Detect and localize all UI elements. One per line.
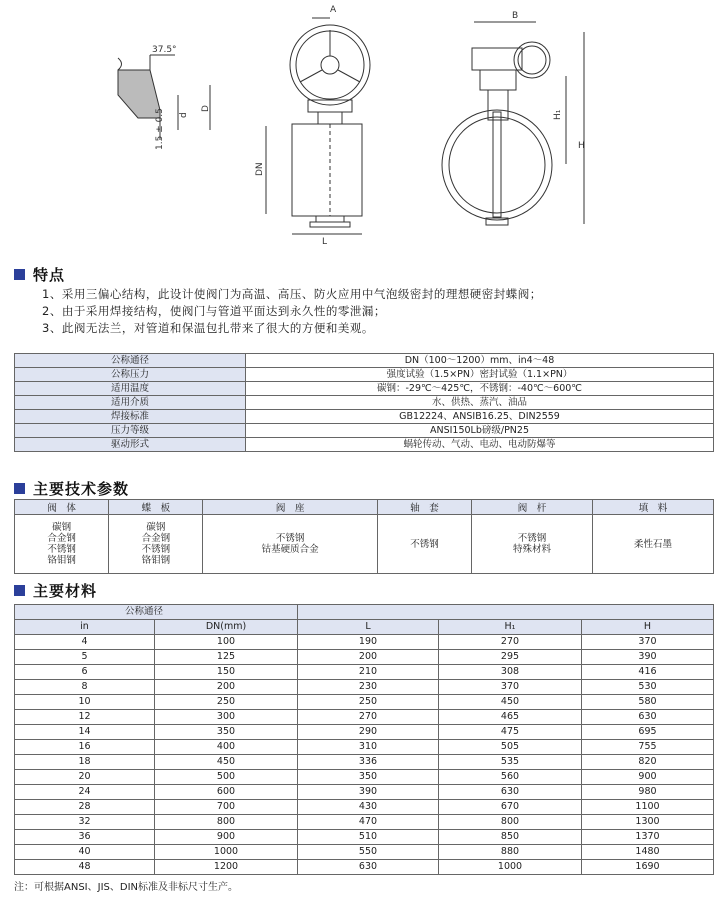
spec-key: 公称压力 bbox=[15, 368, 246, 382]
table-row bbox=[15, 438, 714, 452]
table-cell: 390 bbox=[298, 785, 439, 800]
table-cell: 390 bbox=[582, 650, 714, 665]
d-label: d bbox=[179, 112, 189, 118]
table-cell: 430 bbox=[298, 800, 439, 815]
materials-title: 主要材料 bbox=[33, 582, 98, 600]
column-header: DN(mm) bbox=[155, 620, 298, 635]
column-header: L bbox=[298, 620, 439, 635]
column-header: 填 料 bbox=[593, 500, 714, 515]
group-header-blank bbox=[298, 605, 714, 620]
tech-table bbox=[14, 499, 714, 574]
section-bullet bbox=[14, 585, 25, 596]
column-header: 轴 套 bbox=[377, 500, 471, 515]
table-row bbox=[15, 710, 714, 725]
feature-item: 2、由于采用焊接结构，使阀门与管道平面达到永久性的零泄漏； bbox=[42, 304, 386, 318]
angle-label: 37.5° bbox=[152, 45, 177, 55]
table-cell: 1000 bbox=[155, 845, 298, 860]
table-cell: 1370 bbox=[582, 830, 714, 845]
table-cell: 450 bbox=[439, 695, 582, 710]
A-label: A bbox=[330, 5, 337, 15]
table-cell: 不锈钢 钴基硬质合金 bbox=[203, 515, 377, 574]
table-cell: 505 bbox=[439, 740, 582, 755]
table-cell: 16 bbox=[15, 740, 155, 755]
H1-label: H₁ bbox=[553, 109, 563, 120]
column-header: 阀 杆 bbox=[472, 500, 593, 515]
B-label: B bbox=[512, 11, 519, 21]
feature-item: 3、此阀无法兰，对管道和保温包扎带来了很大的方便和美观。 bbox=[42, 321, 374, 335]
group-header: 公称通径 bbox=[15, 605, 298, 620]
table-cell: 14 bbox=[15, 725, 155, 740]
table-cell: 980 bbox=[582, 785, 714, 800]
spec-key: 压力等级 bbox=[15, 424, 246, 438]
table-cell: 475 bbox=[439, 725, 582, 740]
table-row bbox=[15, 845, 714, 860]
table-cell: 450 bbox=[155, 755, 298, 770]
table-row bbox=[15, 860, 714, 875]
table-cell: 230 bbox=[298, 680, 439, 695]
spec-value: 碳钢：-29℃～425℃，不锈钢：-40℃～600℃ bbox=[246, 382, 714, 396]
column-header: in bbox=[15, 620, 155, 635]
table-cell: 880 bbox=[439, 845, 582, 860]
tech-heading bbox=[14, 478, 129, 499]
table-cell: 560 bbox=[439, 770, 582, 785]
table-cell: 100 bbox=[155, 635, 298, 650]
table-cell: 28 bbox=[15, 800, 155, 815]
table-cell: 800 bbox=[439, 815, 582, 830]
table-cell: 190 bbox=[298, 635, 439, 650]
table-cell: 1100 bbox=[582, 800, 714, 815]
materials-heading bbox=[14, 580, 97, 601]
table-cell: 250 bbox=[298, 695, 439, 710]
table-cell: 800 bbox=[155, 815, 298, 830]
dimension-table bbox=[14, 604, 714, 875]
table-cell: 10 bbox=[15, 695, 155, 710]
table-cell: 350 bbox=[298, 770, 439, 785]
spec-value: DN（100～1200）mm、in4～48 bbox=[246, 354, 714, 368]
table-row bbox=[15, 830, 714, 845]
table-row bbox=[15, 368, 714, 382]
features-heading bbox=[14, 264, 65, 285]
table-cell: 465 bbox=[439, 710, 582, 725]
table-cell: 580 bbox=[582, 695, 714, 710]
table-cell: 200 bbox=[155, 680, 298, 695]
table-cell: 125 bbox=[155, 650, 298, 665]
table-cell: 820 bbox=[582, 755, 714, 770]
table-cell: 290 bbox=[298, 725, 439, 740]
table-cell: 270 bbox=[298, 710, 439, 725]
table-cell: 270 bbox=[439, 635, 582, 650]
table-cell: 1480 bbox=[582, 845, 714, 860]
table-cell: 4 bbox=[15, 635, 155, 650]
DN-label: DN bbox=[255, 162, 265, 176]
table-cell: 510 bbox=[298, 830, 439, 845]
table-header-row bbox=[15, 605, 714, 620]
table-cell: 295 bbox=[439, 650, 582, 665]
column-header: H bbox=[582, 620, 714, 635]
table-cell: 370 bbox=[582, 635, 714, 650]
table-cell: 不锈钢 bbox=[377, 515, 471, 574]
spec-key: 适用温度 bbox=[15, 382, 246, 396]
table-cell: 695 bbox=[582, 725, 714, 740]
table-header-row bbox=[15, 500, 714, 515]
spec-key: 适用介质 bbox=[15, 396, 246, 410]
valve-technical-drawing bbox=[0, 0, 720, 260]
table-row bbox=[15, 800, 714, 815]
spec-value: GB12224、ANSIB16.25、DIN2559 bbox=[246, 410, 714, 424]
table-cell: 416 bbox=[582, 665, 714, 680]
gap-label: 1.5 ± 0.5 bbox=[155, 108, 165, 150]
table-cell: 20 bbox=[15, 770, 155, 785]
table-cell: 1200 bbox=[155, 860, 298, 875]
spec-table bbox=[14, 353, 714, 452]
section-bullet bbox=[14, 269, 25, 280]
column-header: 蝶 板 bbox=[109, 500, 203, 515]
spec-value: 蜗轮传动、气动、电动、电动防爆等 bbox=[246, 438, 714, 452]
table-row bbox=[15, 515, 714, 574]
table-cell: 碳钢 合金钢 不锈钢 铬钼钢 bbox=[109, 515, 203, 574]
table-cell: 630 bbox=[298, 860, 439, 875]
table-cell: 535 bbox=[439, 755, 582, 770]
table-cell: 210 bbox=[298, 665, 439, 680]
table-cell: 850 bbox=[439, 830, 582, 845]
spec-key: 公称通径 bbox=[15, 354, 246, 368]
table-cell: 柔性石墨 bbox=[593, 515, 714, 574]
table-row bbox=[15, 815, 714, 830]
table-row bbox=[15, 770, 714, 785]
H-label: H bbox=[578, 141, 585, 151]
feature-item: 1、采用三偏心结构，此设计使阀门为高温、高压、防火应用中气泡级密封的理想硬密封蝶阀； bbox=[42, 287, 542, 301]
table-row bbox=[15, 725, 714, 740]
table-cell: 700 bbox=[155, 800, 298, 815]
table-cell: 500 bbox=[155, 770, 298, 785]
table-cell: 1000 bbox=[439, 860, 582, 875]
tech-title: 主要技术参数 bbox=[33, 480, 130, 498]
table-cell: 40 bbox=[15, 845, 155, 860]
table-row bbox=[15, 382, 714, 396]
table-row bbox=[15, 354, 714, 368]
table-cell: 370 bbox=[439, 680, 582, 695]
spec-value: 强度试验（1.5×PN）密封试验（1.1×PN） bbox=[246, 368, 714, 382]
table-cell: 5 bbox=[15, 650, 155, 665]
table-cell: 300 bbox=[155, 710, 298, 725]
table-cell: 670 bbox=[439, 800, 582, 815]
table-cell: 碳钢 合金钢 不锈钢 铬钼钢 bbox=[15, 515, 109, 574]
table-row bbox=[15, 635, 714, 650]
column-header: 阀 体 bbox=[15, 500, 109, 515]
table-row bbox=[15, 410, 714, 424]
table-row bbox=[15, 424, 714, 438]
table-cell: 900 bbox=[582, 770, 714, 785]
table-row bbox=[15, 650, 714, 665]
table-cell: 1300 bbox=[582, 815, 714, 830]
table-cell: 350 bbox=[155, 725, 298, 740]
table-cell: 400 bbox=[155, 740, 298, 755]
features-title: 特点 bbox=[33, 266, 66, 284]
section-bullet bbox=[14, 483, 25, 494]
table-cell: 不锈钢 特殊材料 bbox=[472, 515, 593, 574]
table-row bbox=[15, 755, 714, 770]
table-cell: 24 bbox=[15, 785, 155, 800]
table-cell: 530 bbox=[582, 680, 714, 695]
table-cell: 18 bbox=[15, 755, 155, 770]
table-cell: 250 bbox=[155, 695, 298, 710]
table-row bbox=[15, 396, 714, 410]
table-header-row bbox=[15, 620, 714, 635]
table-cell: 470 bbox=[298, 815, 439, 830]
table-row bbox=[15, 680, 714, 695]
table-row bbox=[15, 665, 714, 680]
features-list bbox=[42, 286, 542, 337]
table-cell: 32 bbox=[15, 815, 155, 830]
table-cell: 550 bbox=[298, 845, 439, 860]
table-cell: 150 bbox=[155, 665, 298, 680]
column-header: H₁ bbox=[439, 620, 582, 635]
table-cell: 12 bbox=[15, 710, 155, 725]
footnote: 注：可根据ANSI、JIS、DIN标准及非标尺寸生产。 bbox=[14, 882, 238, 893]
table-cell: 755 bbox=[582, 740, 714, 755]
table-row bbox=[15, 740, 714, 755]
spec-key: 焊接标准 bbox=[15, 410, 246, 424]
table-row bbox=[15, 695, 714, 710]
spec-value: ANSI150Lb磅级/PN25 bbox=[246, 424, 714, 438]
table-cell: 630 bbox=[582, 710, 714, 725]
table-cell: 8 bbox=[15, 680, 155, 695]
table-cell: 36 bbox=[15, 830, 155, 845]
table-cell: 6 bbox=[15, 665, 155, 680]
table-row bbox=[15, 785, 714, 800]
table-cell: 310 bbox=[298, 740, 439, 755]
table-cell: 48 bbox=[15, 860, 155, 875]
table-cell: 200 bbox=[298, 650, 439, 665]
table-cell: 630 bbox=[439, 785, 582, 800]
table-cell: 308 bbox=[439, 665, 582, 680]
table-cell: 600 bbox=[155, 785, 298, 800]
spec-key: 驱动形式 bbox=[15, 438, 246, 452]
D-label: D bbox=[201, 105, 211, 112]
L-label: L bbox=[322, 237, 328, 247]
column-header: 阀 座 bbox=[203, 500, 377, 515]
table-cell: 336 bbox=[298, 755, 439, 770]
table-cell: 1690 bbox=[582, 860, 714, 875]
table-cell: 900 bbox=[155, 830, 298, 845]
spec-value: 水、供热、蒸汽、油品 bbox=[246, 396, 714, 410]
